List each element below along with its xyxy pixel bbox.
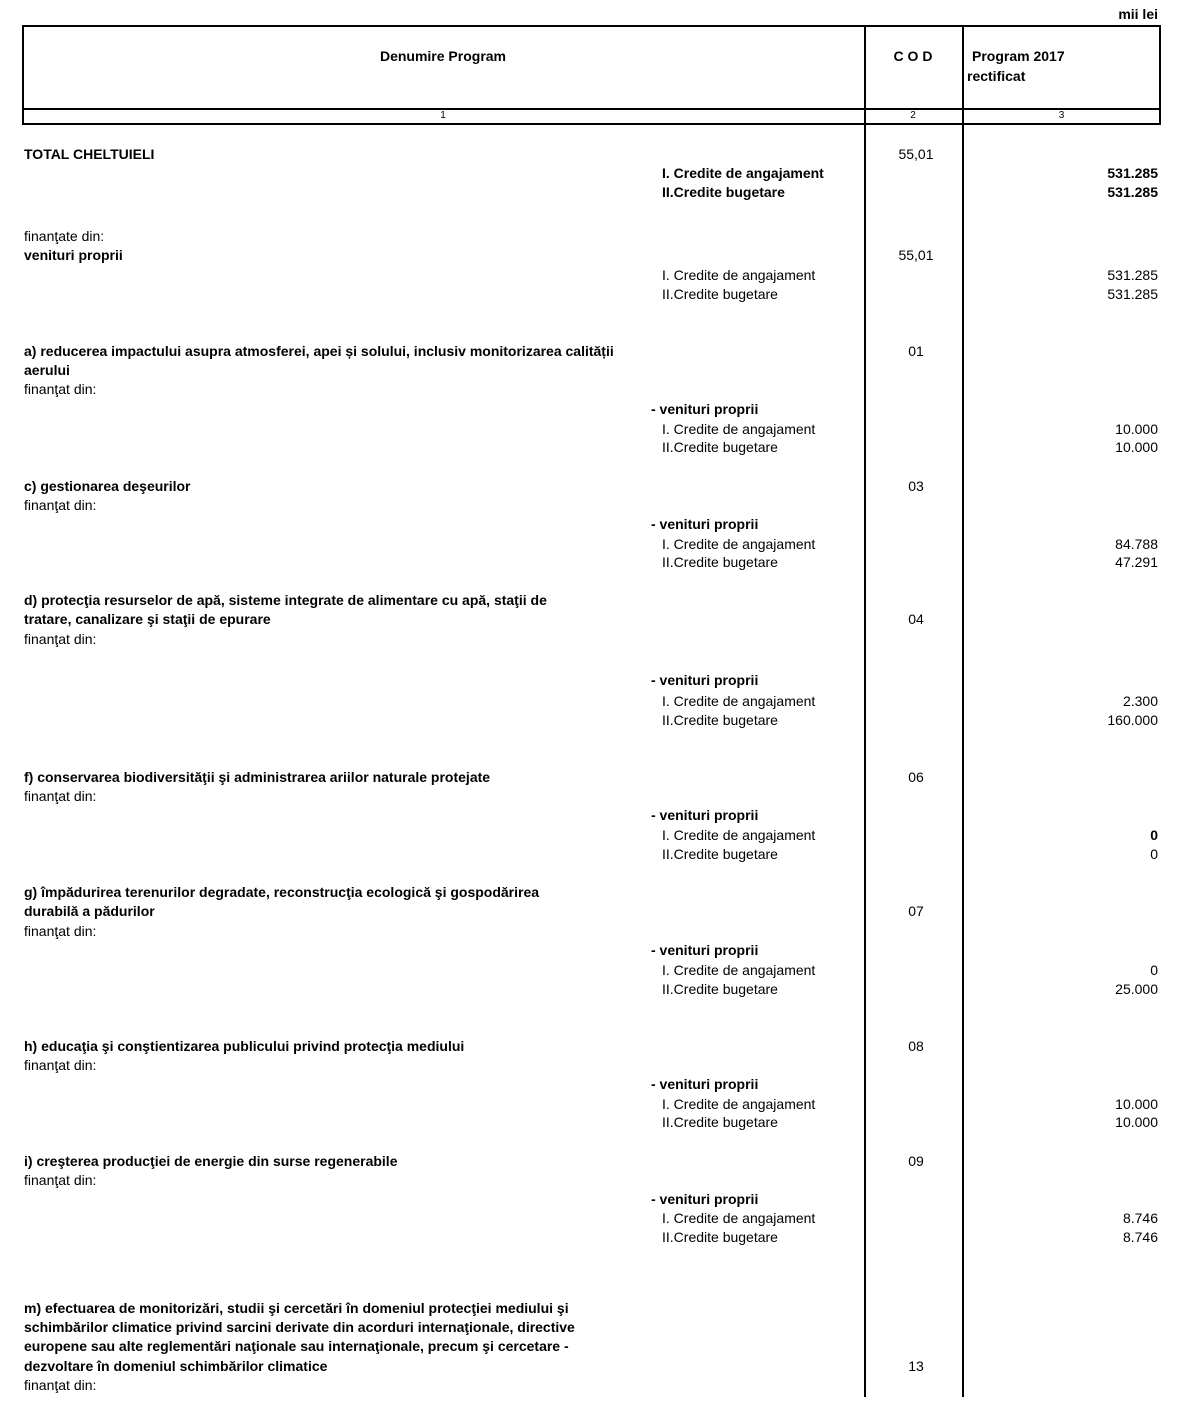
program-angajament-label: I. Credite de angajament <box>662 1210 816 1226</box>
program-cod: 06 <box>908 769 924 785</box>
program-angajament-label: I. Credite de angajament <box>662 421 816 437</box>
program-bugetare-value: 8.746 <box>1122 1229 1158 1245</box>
program-bugetare-label: II.Credite bugetare <box>662 846 778 862</box>
column-number-separator <box>22 123 1161 125</box>
program-finantat-label: finanţat din: <box>24 1057 97 1073</box>
program-finantat-label: finanţat din: <box>24 381 97 397</box>
program-title-line: aerului <box>24 362 70 378</box>
table-top-border <box>22 25 1161 27</box>
program-title-line: f) conservarea biodiversităţii şi administrarea ariilor naturale protejate <box>24 769 491 785</box>
program-title-line: a) reducerea impactului asupra atmosferei, apei și solului, inclusiv monitorizarea calității <box>24 343 614 359</box>
program-angajament-value: 10.000 <box>1115 421 1158 437</box>
program-source: - venituri proprii <box>651 401 759 417</box>
finantare-cod: 55,01 <box>898 247 934 263</box>
finantare-angajament-label: I. Credite de angajament <box>662 267 816 283</box>
program-bugetare-label: II.Credite bugetare <box>662 554 778 570</box>
program-source: - venituri proprii <box>651 807 759 823</box>
program-angajament-label: I. Credite de angajament <box>662 1096 816 1112</box>
program-bugetare-value: 25.000 <box>1115 981 1158 997</box>
program-cod: 01 <box>908 343 924 359</box>
program-angajament-label: I. Credite de angajament <box>662 693 816 709</box>
program-finantat-label: finanţat din: <box>24 497 97 513</box>
program-bugetare-label: II.Credite bugetare <box>662 981 778 997</box>
program-source: - venituri proprii <box>651 1076 759 1092</box>
finantare-bugetare-value: 531.285 <box>1107 286 1158 302</box>
program-finantat-label: finanţat din: <box>24 1172 97 1188</box>
finantare-label: finanţate din: <box>24 228 105 244</box>
program-angajament-value: 2.300 <box>1122 693 1158 709</box>
program-bugetare-label: II.Credite bugetare <box>662 712 778 728</box>
total-title: TOTAL CHELTUIELI <box>24 146 155 162</box>
program-title-line: europene sau alte reglementări naţionale sau internaţionale, precum şi cercetare - <box>24 1338 569 1354</box>
finantare-source: venituri proprii <box>24 247 123 263</box>
header-rectificat: rectificat <box>967 68 1026 84</box>
program-cod: 04 <box>908 611 924 627</box>
program-bugetare-value: 47.291 <box>1115 554 1158 570</box>
program-title-line: dezvoltare în domeniul schimbărilor climatice <box>24 1358 328 1374</box>
program-bugetare-label: II.Credite bugetare <box>662 1114 778 1130</box>
program-angajament-label: I. Credite de angajament <box>662 536 816 552</box>
program-angajament-value: 84.788 <box>1115 536 1158 552</box>
program-cod: 03 <box>908 478 924 494</box>
program-angajament-value: 10.000 <box>1115 1096 1158 1112</box>
program-title-line: tratare, canalizare şi staţii de epurare <box>24 611 271 627</box>
program-title-line: m) efectuarea de monitorizări, studii şi cercetări în domeniul protecţiei mediului şi <box>24 1300 569 1316</box>
program-title-line: g) împădurirea terenurilor degradate, reconstrucţia ecologică şi gospodărirea <box>24 884 540 900</box>
program-finantat-label: finanţat din: <box>24 631 97 647</box>
program-source: - venituri proprii <box>651 942 759 958</box>
program-cod: 13 <box>908 1358 924 1374</box>
finantare-bugetare-label: II.Credite bugetare <box>662 286 778 302</box>
program-cod: 08 <box>908 1038 924 1054</box>
program-finantat-label: finanţat din: <box>24 1377 97 1393</box>
total-angajament-value: 531.285 <box>1107 165 1158 181</box>
column-divider-2 <box>962 25 964 1397</box>
total-bugetare-label: II.Credite bugetare <box>662 184 785 200</box>
header-denumire-program: Denumire Program <box>379 48 507 64</box>
finantare-angajament-value: 531.285 <box>1107 267 1158 283</box>
header-program-2017: Program 2017 <box>972 48 1065 64</box>
total-angajament-label: I. Credite de angajament <box>662 165 824 181</box>
program-title-line: h) educaţia şi conştientizarea publicului privind protecţia mediului <box>24 1038 465 1054</box>
program-bugetare-value: 160.000 <box>1107 712 1158 728</box>
program-finantat-label: finanţat din: <box>24 788 97 804</box>
total-cod: 55,01 <box>898 146 934 162</box>
program-angajament-value: 0 <box>1150 962 1158 978</box>
program-title-line: schimbărilor climatice privind sarcini derivate din acorduri internaţionale, directive <box>24 1319 575 1335</box>
column-number-1: 1 <box>440 110 446 121</box>
program-finantat-label: finanţat din: <box>24 923 97 939</box>
program-bugetare-label: II.Credite bugetare <box>662 439 778 455</box>
column-divider-1 <box>864 25 866 1397</box>
program-angajament-value: 0 <box>1150 827 1158 843</box>
program-angajament-label: I. Credite de angajament <box>662 827 816 843</box>
program-cod: 09 <box>908 1153 924 1169</box>
program-title-line: i) creşterea producţiei de energie din surse regenerabile <box>24 1153 398 1169</box>
column-number-3: 3 <box>1058 110 1065 121</box>
program-angajament-value: 8.746 <box>1122 1210 1158 1226</box>
program-source: - venituri proprii <box>651 672 759 688</box>
total-bugetare-value: 531.285 <box>1107 184 1158 200</box>
program-title-line: c) gestionarea deşeurilor <box>24 478 191 494</box>
program-title-line: durabilă a pădurilor <box>24 903 155 919</box>
unit-label: mii lei <box>1118 6 1158 22</box>
column-number-2: 2 <box>910 110 916 121</box>
program-bugetare-label: II.Credite bugetare <box>662 1229 778 1245</box>
header-cod: C O D <box>893 48 933 64</box>
program-title-line: d) protecţia resurselor de apă, sisteme integrate de alimentare cu apă, staţii de <box>24 592 547 608</box>
program-angajament-label: I. Credite de angajament <box>662 962 816 978</box>
program-cod: 07 <box>908 903 924 919</box>
program-source: - venituri proprii <box>651 1191 759 1207</box>
program-bugetare-value: 10.000 <box>1115 1114 1158 1130</box>
program-bugetare-value: 10.000 <box>1115 439 1158 455</box>
program-source: - venituri proprii <box>651 516 759 532</box>
program-bugetare-value: 0 <box>1150 846 1158 862</box>
